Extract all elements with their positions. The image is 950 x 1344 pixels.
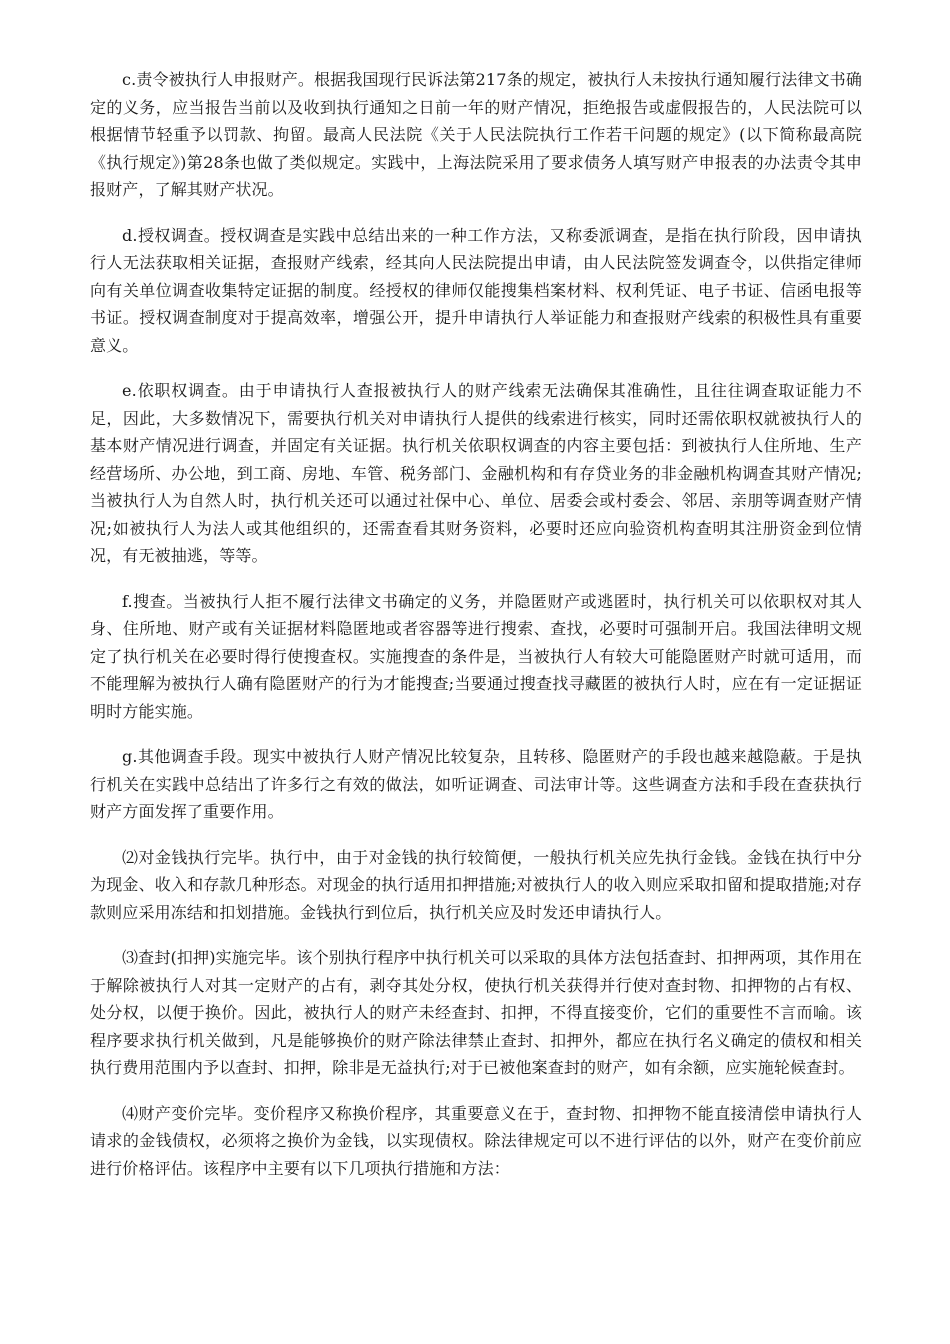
paragraph-g-other-means: g.其他调查手段。现实中被执行人财产情况比较复杂，且转移、隐匿财产的手段也越来越隐蔽。于是执行机关在实践中总结出了许多行之有效的做法，如听证调查、司法审计等。这些调查方法和手段在查获执行财产方面发挥了重要作用。: [90, 747, 862, 821]
paragraph-3-seizure: ⑶查封(扣押)实施完毕。该个别执行程序中执行机关可以采取的具体方法包括查封、扣押两项，其作用在于解除被执行人对其一定财产的占有，剥夺其处分权，使执行机关获得并行使对查封物、扣押物的占有权、处分权，以便于换价。因此，被执行人的财产未经查封、扣押，不得直接变价，它们的重要性不言而喻。该程序要求执行机关做到，凡是能够换价的财产除法律禁止查封、扣押外，都应在执行名义确定的债权和相关执行费用范围内予以查封、扣押，除非是无益执行;对于已被他案查封的财产，如有余额，应实施轮候查封。: [90, 948, 862, 1077]
paragraph-4-liquidation: ⑷财产变价完毕。变价程序又称换价程序，其重要意义在于，查封物、扣押物不能直接清偿申请执行人请求的金钱债权，必须将之换价为金钱，以实现债权。除法律规定可以不进行评估的以外，财产在变价前应进行价格评估。该程序中主要有以下几项执行措施和方法：: [90, 1103, 862, 1178]
paragraph-d-authorized-investigation: d.授权调查。授权调查是实践中总结出来的一种工作方法，又称委派调查，是指在执行阶段，因申请执行人无法获取相关证据，查报财产线索，经其向人民法院提出申请，由人民法院签发调查令，以供指定律师向有关单位调查收集特定证据的制度。经授权的律师仅能搜集档案材料、权利凭证、电子书证、信函电报等书证。授权调查制度对于提高效率，增强公开，提升申请执行人举证能力和查报财产线索的积极性具有重要意义。: [90, 225, 862, 355]
paragraph-c-declaration: c.责令被执行人申报财产。根据我国现行民诉法第217条的规定，被执行人未按执行通知履行法律文书确定的义务，应当报告当前以及收到执行通知之日前一年的财产情况，拒绝报告或虚假报告的，人民法院可以根据情节轻重予以罚款、拘留。最高人民法院《关于人民法院执行工作若干问题的规定》(以下简称最高院《执行规定》)第28条也做了类似规定。实践中，上海法院采用了要求债务人填写财产申报表的办法责令其申报财产，了解其财产状况。: [90, 70, 862, 199]
paragraph-e-ex-officio-investigation: e.依职权调查。由于申请执行人查报被执行人的财产线索无法确保其准确性，且往往调查取证能力不足，因此，大多数情况下，需要执行机关对申请执行人提供的线索进行核实，同时还需依职权就被执行人的基本财产情况进行调查，并固定有关证据。执行机关依职权调查的内容主要包括：到被执行人住所地、生产经营场所、办公地，到工商、房地、车管、税务部门、金融机构和有存贷业务的非金融机构调查其财产情况;当被执行人为自然人时，执行机关还可以通过社保中心、单位、居委会或村委会、邻居、亲朋等调查财产情况;如被执行人为法人或其他组织的，还需查看其财务资料，必要时还应向验资机构查明其注册资金到位情况，有无被抽逃，等等。: [90, 381, 862, 565]
paragraph-f-search: f.搜查。当被执行人拒不履行法律文书确定的义务，并隐匿财产或逃匿时，执行机关可以依职权对其人身、住所地、财产或有关证据材料隐匿地或者容器等进行搜索、查找，必要时可强制开启。我国法律明文规定了执行机关在必要时得行使搜查权。实施搜查的条件是，当被执行人有较大可能隐匿财产时就可适用，而不能理解为被执行人确有隐匿财产的行为才能搜查;当要通过搜查找寻藏匿的被执行人时，应在有一定证据证明时方能实施。: [90, 591, 862, 721]
document-page: [90, 66, 862, 1200]
paragraph-2-money-execution: ⑵对金钱执行完毕。执行中，由于对金钱的执行较简便，一般执行机关应先执行金钱。金钱在执行中分为现金、收入和存款几种形态。对现金的执行适用扣押措施;对被执行人的收入则应采取扣留和提取措施;对存款则应采用冻结和扣划措施。金钱执行到位后，执行机关应及时发还申请执行人。: [90, 847, 862, 922]
